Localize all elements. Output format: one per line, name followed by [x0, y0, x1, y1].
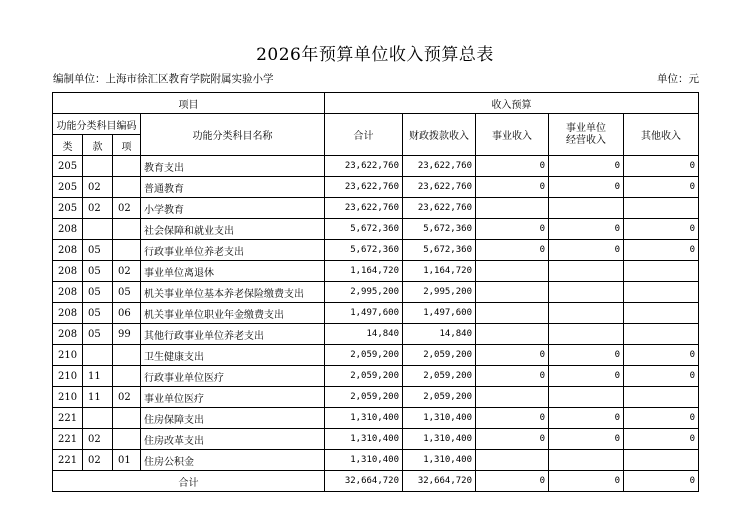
- cell-fiscal: 1,497,600: [403, 303, 476, 324]
- header-fiscal: 财政拨款收入: [403, 114, 476, 156]
- cell-name: 普通教育: [141, 177, 325, 198]
- cell-lei: 205: [53, 198, 83, 219]
- cell-xiang: 02: [113, 387, 141, 408]
- header-income-budget: 收入预算: [325, 93, 699, 114]
- cell-kuan: [83, 156, 113, 177]
- cell-business: [476, 303, 549, 324]
- cell-name: 住房公积金: [141, 450, 325, 471]
- cell-kuan: 05: [83, 324, 113, 345]
- cell-other: [624, 303, 699, 324]
- cell-lei: 208: [53, 282, 83, 303]
- cell-xiang: [113, 366, 141, 387]
- cell-fiscal: 2,995,200: [403, 282, 476, 303]
- cell-other: [624, 387, 699, 408]
- cell-kuan: 02: [83, 429, 113, 450]
- cell-fiscal: 14,840: [403, 324, 476, 345]
- cell-total: 1,164,720: [325, 261, 403, 282]
- footer-business: 0: [476, 471, 549, 492]
- cell-kuan: 02: [83, 177, 113, 198]
- cell-other: [624, 198, 699, 219]
- cell-kuan: 11: [83, 366, 113, 387]
- cell-xiang: 02: [113, 261, 141, 282]
- table-row: [53, 366, 699, 387]
- cell-business: 0: [476, 366, 549, 387]
- cell-other: [624, 261, 699, 282]
- cell-fiscal: 1,310,400: [403, 429, 476, 450]
- footer-label: 合计: [53, 471, 325, 492]
- cell-unit-business: [549, 303, 624, 324]
- cell-lei: 221: [53, 450, 83, 471]
- cell-other: 0: [624, 408, 699, 429]
- cell-fiscal: 1,310,400: [403, 450, 476, 471]
- cell-kuan: [83, 219, 113, 240]
- cell-xiang: [113, 156, 141, 177]
- header-xiang: 项: [113, 135, 141, 156]
- footer-fiscal: 32,664,720: [403, 471, 476, 492]
- cell-xiang: [113, 345, 141, 366]
- table-row: [53, 156, 699, 177]
- cell-kuan: 02: [83, 450, 113, 471]
- cell-business: 0: [476, 345, 549, 366]
- cell-other: [624, 324, 699, 345]
- cell-unit-business: [549, 198, 624, 219]
- cell-name: 行政事业单位养老支出: [141, 240, 325, 261]
- header-lei: 类: [53, 135, 83, 156]
- cell-total: 23,622,760: [325, 198, 403, 219]
- header-code-group: 功能分类科目编码: [53, 114, 141, 135]
- table-row: [53, 345, 699, 366]
- cell-xiang: [113, 429, 141, 450]
- header-unit-business-line1: 事业单位: [566, 122, 606, 134]
- cell-business: [476, 198, 549, 219]
- cell-business: 0: [476, 240, 549, 261]
- cell-kuan: 05: [83, 261, 113, 282]
- cell-fiscal: 23,622,760: [403, 177, 476, 198]
- cell-unit-business: [549, 450, 624, 471]
- cell-fiscal: 1,164,720: [403, 261, 476, 282]
- table-row: [53, 408, 699, 429]
- cell-lei: 210: [53, 387, 83, 408]
- cell-name: 社会保障和就业支出: [141, 219, 325, 240]
- cell-name: 住房改革支出: [141, 429, 325, 450]
- cell-lei: 210: [53, 345, 83, 366]
- footer-total: 32,664,720: [325, 471, 403, 492]
- cell-fiscal: 2,059,200: [403, 366, 476, 387]
- cell-name: 卫生健康支出: [141, 345, 325, 366]
- cell-lei: 208: [53, 324, 83, 345]
- cell-fiscal: 5,672,360: [403, 219, 476, 240]
- table-row: [53, 324, 699, 345]
- cell-business: [476, 450, 549, 471]
- cell-fiscal: 2,059,200: [403, 387, 476, 408]
- cell-name: 事业单位医疗: [141, 387, 325, 408]
- cell-fiscal: 5,672,360: [403, 240, 476, 261]
- table-row: [53, 387, 699, 408]
- cell-other: 0: [624, 156, 699, 177]
- cell-other: 0: [624, 219, 699, 240]
- cell-fiscal: 23,622,760: [403, 156, 476, 177]
- cell-unit-business: 0: [549, 219, 624, 240]
- cell-kuan: [83, 408, 113, 429]
- table-row: [53, 177, 699, 198]
- cell-other: [624, 450, 699, 471]
- header-item: 项目: [53, 93, 325, 114]
- cell-name: 住房保障支出: [141, 408, 325, 429]
- cell-name: 小学教育: [141, 198, 325, 219]
- compiling-unit: 编制单位：上海市徐汇区教育学院附属实验小学: [53, 73, 274, 85]
- cell-business: 0: [476, 177, 549, 198]
- cell-name: 事业单位离退休: [141, 261, 325, 282]
- cell-other: 0: [624, 345, 699, 366]
- cell-unit-business: [549, 261, 624, 282]
- cell-total: 5,672,360: [325, 219, 403, 240]
- cell-total: 2,059,200: [325, 366, 403, 387]
- table-row: [53, 240, 699, 261]
- cell-unit-business: 0: [549, 177, 624, 198]
- cell-business: 0: [476, 219, 549, 240]
- cell-name: 机关事业单位职业年金缴费支出: [141, 303, 325, 324]
- cell-xiang: [113, 219, 141, 240]
- cell-lei: 208: [53, 219, 83, 240]
- table-row: [53, 429, 699, 450]
- cell-business: 0: [476, 429, 549, 450]
- table-row: [53, 261, 699, 282]
- cell-total: 5,672,360: [325, 240, 403, 261]
- table-row: [53, 219, 699, 240]
- cell-total: 1,310,400: [325, 429, 403, 450]
- cell-other: 0: [624, 240, 699, 261]
- cell-total: 2,059,200: [325, 345, 403, 366]
- cell-name: 其他行政事业单位养老支出: [141, 324, 325, 345]
- cell-kuan: 05: [83, 282, 113, 303]
- cell-fiscal: 2,059,200: [403, 345, 476, 366]
- cell-business: 0: [476, 156, 549, 177]
- cell-unit-business: 0: [549, 429, 624, 450]
- cell-business: [476, 387, 549, 408]
- cell-kuan: 05: [83, 303, 113, 324]
- cell-unit-business: 0: [549, 240, 624, 261]
- cell-kuan: 02: [83, 198, 113, 219]
- header-kuan: 款: [83, 135, 113, 156]
- cell-xiang: 05: [113, 282, 141, 303]
- cell-lei: 208: [53, 303, 83, 324]
- cell-other: 0: [624, 366, 699, 387]
- header-other: 其他收入: [624, 114, 699, 156]
- cell-lei: 208: [53, 261, 83, 282]
- cell-total: 2,995,200: [325, 282, 403, 303]
- cell-other: 0: [624, 177, 699, 198]
- cell-total: 23,622,760: [325, 177, 403, 198]
- cell-other: [624, 282, 699, 303]
- header-total: 合计: [325, 114, 403, 156]
- cell-total: 1,310,400: [325, 450, 403, 471]
- table-row: [53, 303, 699, 324]
- header-name: 功能分类科目名称: [141, 114, 325, 156]
- cell-xiang: [113, 240, 141, 261]
- header-business: 事业收入: [476, 114, 549, 156]
- cell-lei: 208: [53, 240, 83, 261]
- currency-unit: 单位：元: [657, 73, 699, 85]
- cell-xiang: [113, 408, 141, 429]
- cell-unit-business: [549, 387, 624, 408]
- cell-xiang: [113, 177, 141, 198]
- header-unit-business-line2: 经营收入: [566, 134, 606, 146]
- header-unit-business: [549, 114, 624, 156]
- cell-unit-business: 0: [549, 408, 624, 429]
- cell-xiang: 02: [113, 198, 141, 219]
- cell-fiscal: 1,310,400: [403, 408, 476, 429]
- cell-total: 23,622,760: [325, 156, 403, 177]
- cell-unit-business: [549, 324, 624, 345]
- cell-kuan: 05: [83, 240, 113, 261]
- cell-fiscal: 23,622,760: [403, 198, 476, 219]
- cell-lei: 205: [53, 156, 83, 177]
- cell-unit-business: 0: [549, 366, 624, 387]
- cell-lei: 210: [53, 366, 83, 387]
- cell-xiang: 01: [113, 450, 141, 471]
- cell-business: [476, 282, 549, 303]
- cell-total: 1,310,400: [325, 408, 403, 429]
- cell-xiang: 06: [113, 303, 141, 324]
- footer-row: [53, 471, 699, 492]
- cell-name: 教育支出: [141, 156, 325, 177]
- cell-business: [476, 261, 549, 282]
- cell-xiang: 99: [113, 324, 141, 345]
- cell-other: 0: [624, 429, 699, 450]
- cell-unit-business: 0: [549, 345, 624, 366]
- cell-total: 14,840: [325, 324, 403, 345]
- table-row: [53, 198, 699, 219]
- cell-lei: 205: [53, 177, 83, 198]
- cell-name: 机关事业单位基本养老保险缴费支出: [141, 282, 325, 303]
- cell-total: 1,497,600: [325, 303, 403, 324]
- table-row: [53, 282, 699, 303]
- cell-lei: 221: [53, 429, 83, 450]
- cell-unit-business: [549, 282, 624, 303]
- page-title: 2026年预算单位收入预算总表: [256, 45, 494, 65]
- cell-business: [476, 324, 549, 345]
- cell-kuan: 11: [83, 387, 113, 408]
- budget-table: [52, 92, 699, 492]
- footer-unit-business: 0: [549, 471, 624, 492]
- cell-name: 行政事业单位医疗: [141, 366, 325, 387]
- cell-unit-business: 0: [549, 156, 624, 177]
- cell-kuan: [83, 345, 113, 366]
- table-row: [53, 450, 699, 471]
- footer-other: 0: [624, 471, 699, 492]
- cell-total: 2,059,200: [325, 387, 403, 408]
- cell-lei: 221: [53, 408, 83, 429]
- cell-business: 0: [476, 408, 549, 429]
